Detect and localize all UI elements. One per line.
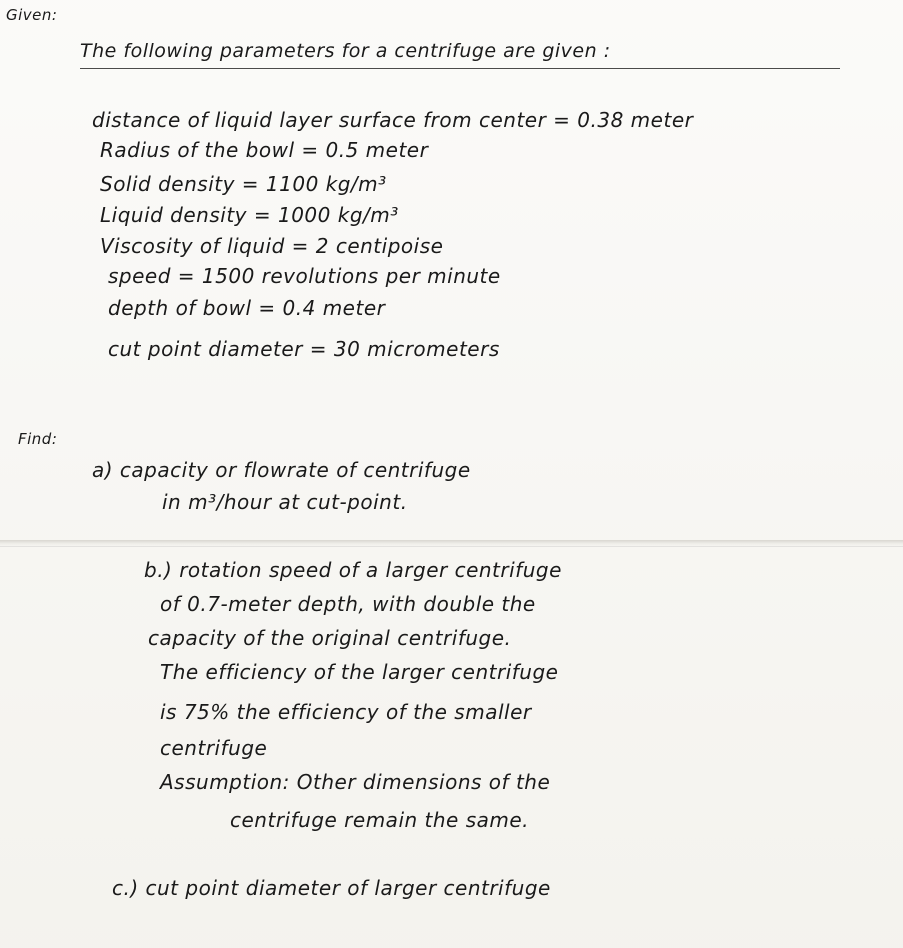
part-b-line1: b.) rotation speed of a larger centrifuge <box>144 558 562 582</box>
param-distance: distance of liquid layer surface from center = 0.38 meter <box>92 108 694 132</box>
part-a-line2: in m³/hour at cut-point. <box>162 490 408 514</box>
part-b-line2: of 0.7-meter depth, with double the <box>160 592 536 616</box>
part-b-line6: centrifuge <box>160 736 268 760</box>
part-b-line8: centrifuge remain the same. <box>230 808 530 832</box>
param-speed: speed = 1500 revolutions per minute <box>108 264 501 288</box>
part-b-line5: is 75% the efficiency of the smaller <box>160 700 532 724</box>
param-cut-point: cut point diameter = 30 micrometers <box>108 337 500 361</box>
param-liquid-density: Liquid density = 1000 kg/m³ <box>100 203 399 227</box>
intro-underline <box>80 68 840 69</box>
find-label: Find: <box>18 430 58 448</box>
part-c-line1: c.) cut point diameter of larger centrifuge <box>112 876 551 900</box>
param-depth: depth of bowl = 0.4 meter <box>108 296 386 320</box>
part-b-line3: capacity of the original centrifuge. <box>148 626 512 650</box>
param-solid-density: Solid density = 1100 kg/m³ <box>100 172 387 196</box>
given-label: Given: <box>6 6 58 24</box>
part-a-line1: a) capacity or flowrate of centrifuge <box>92 458 471 482</box>
param-radius: Radius of the bowl = 0.5 meter <box>100 138 429 162</box>
part-b-line7: Assumption: Other dimensions of the <box>160 770 551 794</box>
page-tear-divider <box>0 540 903 546</box>
part-b-line4: The efficiency of the larger centrifuge <box>160 660 559 684</box>
param-viscosity: Viscosity of liquid = 2 centipoise <box>100 234 444 258</box>
intro-text: The following parameters for a centrifuge are given : <box>80 40 611 62</box>
